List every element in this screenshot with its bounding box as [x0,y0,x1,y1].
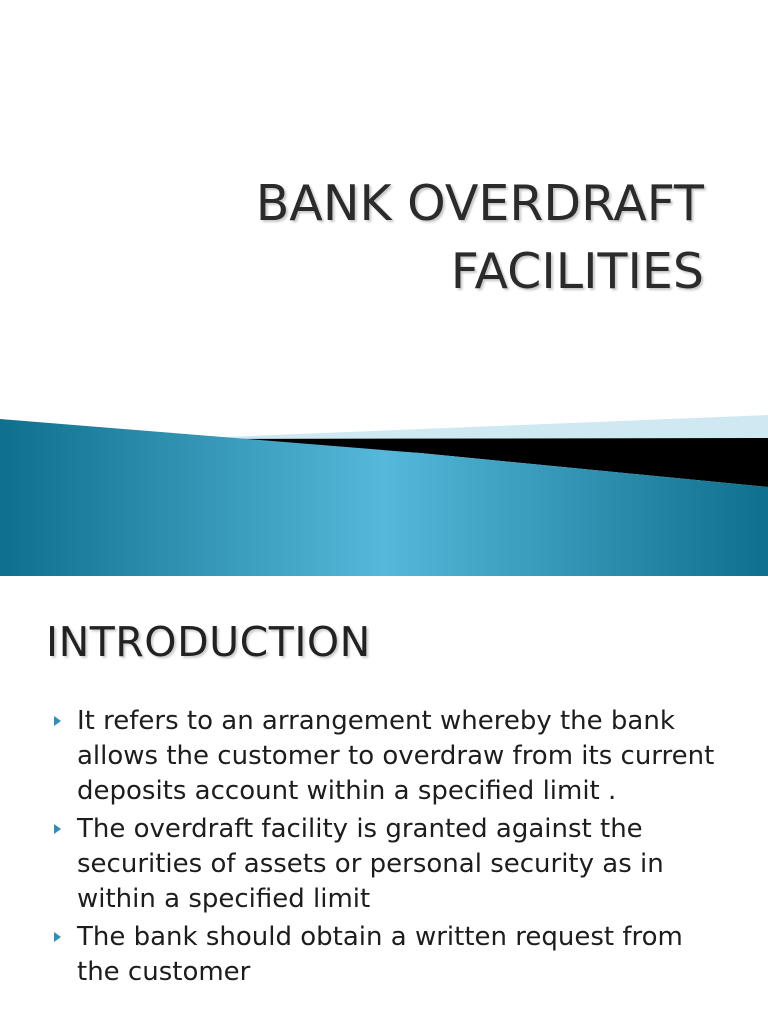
list-item [52,704,732,809]
triangle-bullet-icon [54,716,61,726]
list-item [52,920,732,990]
title-line-1: BANK OVERDRAFT [255,175,704,232]
bullet-text: The overdraft facility is granted against the securities of assets or personal security as in within a specified limit [77,814,664,914]
bullet-list [52,704,732,993]
slide-title [256,170,704,306]
introduction-slide [0,576,768,1024]
bullet-text: The bank should obtain a written request from the customer [77,922,683,987]
triangle-bullet-icon [54,932,61,942]
triangle-bullet-icon [54,824,61,834]
slide-heading: INTRODUCTION [46,618,371,666]
list-item [52,812,732,917]
title-line-2: FACILITIES [450,243,704,300]
bullet-text: It refers to an arrangement whereby the bank allows the customer to overdraw from its current deposits account within a specified limit . [77,706,715,806]
decorative-wave-band [0,405,768,576]
